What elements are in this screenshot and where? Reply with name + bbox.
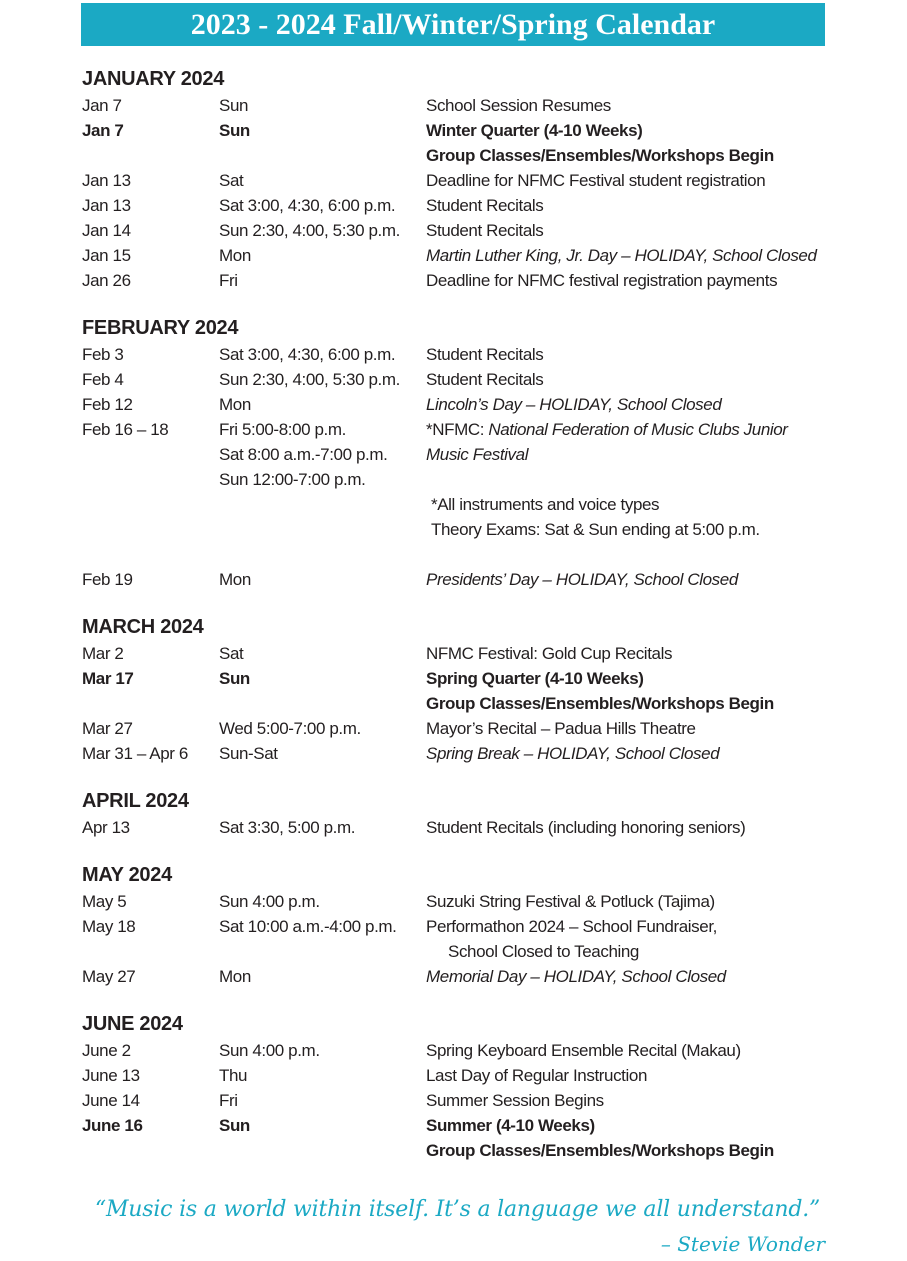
- event-date: Jan 15: [82, 246, 131, 265]
- section-may: [82, 862, 842, 989]
- event-description: School Session Resumes: [426, 96, 611, 115]
- event-description: Student Recitals: [426, 196, 544, 215]
- section-january: [82, 66, 842, 293]
- calendar-row: [82, 1038, 842, 1063]
- event-line: Winter Quarter (4-10 Weeks): [426, 121, 643, 140]
- holiday-description: Lincoln’s Day – HOLIDAY, School Closed: [426, 395, 722, 414]
- spacer-line: [426, 467, 842, 492]
- calendar-row: [82, 93, 842, 118]
- time-line: Sat 8:00 a.m.-7:00 p.m.: [219, 445, 388, 464]
- event-date: Feb 3: [82, 345, 124, 364]
- event-time: Sat 3:00, 4:30, 6:00 p.m.: [219, 196, 396, 215]
- holiday-description: Spring Break – HOLIDAY, School Closed: [426, 744, 720, 763]
- event-date: Mar 27: [82, 719, 133, 738]
- event-time: Mon: [219, 246, 251, 265]
- section-march: [82, 614, 842, 766]
- calendar-row: [82, 268, 842, 293]
- holiday-description: Martin Luther King, Jr. Day – HOLIDAY, School Closed: [426, 246, 817, 265]
- quote-author: – Stevie Wonder: [660, 1232, 825, 1256]
- event-line: Summer (4-10 Weeks): [426, 1116, 595, 1135]
- section-title: FEBRUARY 2024: [82, 317, 239, 339]
- event-description: NFMC Festival: Gold Cup Recitals: [426, 644, 673, 663]
- section-title: MAY 2024: [82, 864, 172, 886]
- event-description: Deadline for NFMC Festival student registration: [426, 171, 766, 190]
- event-time: Mon: [219, 570, 251, 589]
- calendar-row: [82, 243, 842, 268]
- event-date: Mar 31 – Apr 6: [82, 744, 188, 763]
- event-description: [426, 914, 842, 964]
- event-date: Jan 7: [82, 96, 122, 115]
- event-description: Student Recitals: [426, 370, 544, 389]
- section-title: MARCH 2024: [82, 616, 204, 638]
- event-line: School Closed to Teaching: [448, 942, 639, 961]
- calendar-row: [82, 815, 842, 840]
- calendar-row: [82, 218, 842, 243]
- calendar-row: [82, 914, 842, 964]
- section-title: JUNE 2024: [82, 1013, 183, 1035]
- event-date: May 27: [82, 967, 136, 986]
- event-date: Jan 7: [82, 121, 124, 140]
- quote-text: “Music is a world within itself. It’s a language we all understand.”: [94, 1197, 821, 1222]
- event-line: Group Classes/Ensembles/Workshops Begin: [426, 694, 774, 713]
- event-time: Mon: [219, 967, 251, 986]
- event-description: Suzuki String Festival & Potluck (Tajima): [426, 892, 715, 911]
- event-date: Feb 4: [82, 370, 124, 389]
- event-time: Sun 2:30, 4:00, 5:30 p.m.: [219, 221, 400, 240]
- event-description: Summer Session Begins: [426, 1091, 604, 1110]
- event-time: Sun: [219, 1116, 250, 1135]
- event-time: Sun 2:30, 4:00, 5:30 p.m.: [219, 370, 400, 389]
- calendar-row: [82, 367, 842, 392]
- event-time: Sun 4:00 p.m.: [219, 1041, 320, 1060]
- event-date: May 18: [82, 917, 136, 936]
- holiday-description: Memorial Day – HOLIDAY, School Closed: [426, 967, 726, 986]
- event-times: [219, 417, 426, 492]
- event-description: Student Recitals: [426, 221, 544, 240]
- festival-note: Theory Exams: Sat & Sun ending at 5:00 p.m.: [431, 520, 760, 539]
- event-date: June 13: [82, 1066, 140, 1085]
- event-prefix: *NFMC:: [426, 420, 489, 439]
- calendar-row: [82, 193, 842, 218]
- event-description: [426, 417, 842, 542]
- event-date: Jan 13: [82, 171, 131, 190]
- event-date: Jan 13: [82, 196, 131, 215]
- event-time: Sun: [219, 121, 250, 140]
- event-date: Jan 14: [82, 221, 131, 240]
- event-date: Mar 17: [82, 669, 134, 688]
- event-description: Last Day of Regular Instruction: [426, 1066, 647, 1085]
- event-line: [426, 417, 842, 442]
- calendar-row-highlight: [82, 1113, 842, 1163]
- section-title: JANUARY 2024: [82, 68, 225, 90]
- calendar-row: [82, 641, 842, 666]
- event-time: Sat: [219, 171, 244, 190]
- event-date: June 16: [82, 1116, 143, 1135]
- event-date: Feb 12: [82, 395, 133, 414]
- time-line: Fri 5:00-8:00 p.m.: [219, 420, 346, 439]
- event-time: Sat: [219, 644, 244, 663]
- calendar-row-highlight: [82, 118, 842, 168]
- event-time: Sat 3:00, 4:30, 6:00 p.m.: [219, 345, 396, 364]
- event-time: Mon: [219, 395, 251, 414]
- festival-note: *All instruments and voice types: [431, 495, 660, 514]
- event-description: [426, 1113, 842, 1163]
- event-italic-text: National Federation of Music Clubs Junior: [488, 420, 788, 439]
- event-time: Sun-Sat: [219, 744, 278, 763]
- event-time: Sun: [219, 96, 249, 115]
- calendar-row: [82, 567, 842, 592]
- calendar-body: [82, 66, 842, 1163]
- calendar-row: [82, 1088, 842, 1113]
- event-time: Wed 5:00-7:00 p.m.: [219, 719, 361, 738]
- event-date: June 14: [82, 1091, 140, 1110]
- event-line: Group Classes/Ensembles/Workshops Begin: [426, 1141, 774, 1160]
- section-june: [82, 1011, 842, 1163]
- event-time: Sun 4:00 p.m.: [219, 892, 320, 911]
- event-description: Student Recitals: [426, 345, 544, 364]
- event-date: Jan 26: [82, 271, 131, 290]
- time-line: Sun 12:00-7:00 p.m.: [219, 470, 366, 489]
- event-time: Thu: [219, 1066, 248, 1085]
- event-description: Spring Keyboard Ensemble Recital (Makau): [426, 1041, 741, 1060]
- event-line: Spring Quarter (4-10 Weeks): [426, 669, 644, 688]
- calendar-row: [82, 741, 842, 766]
- calendar-row: [82, 1063, 842, 1088]
- event-date: Apr 13: [82, 818, 130, 837]
- calendar-title: 2023 - 2024 Fall/Winter/Spring Calendar: [81, 3, 825, 46]
- event-time: Fri: [219, 1091, 238, 1110]
- calendar-row-festival: [82, 417, 842, 542]
- section-title: APRIL 2024: [82, 790, 189, 812]
- holiday-description: Presidents’ Day – HOLIDAY, School Closed: [426, 570, 738, 589]
- section-february: [82, 315, 842, 592]
- section-april: [82, 788, 842, 840]
- event-description: Student Recitals (including honoring seniors): [426, 818, 746, 837]
- event-time: Sun: [219, 669, 250, 688]
- event-line: Music Festival: [426, 445, 529, 464]
- event-description: [426, 118, 842, 168]
- event-line: Group Classes/Ensembles/Workshops Begin: [426, 146, 774, 165]
- calendar-row: [82, 342, 842, 367]
- calendar-row: [82, 889, 842, 914]
- calendar-row: [82, 964, 842, 989]
- calendar-row: [82, 168, 842, 193]
- event-time: Sat 3:30, 5:00 p.m.: [219, 818, 356, 837]
- event-time: Sat 10:00 a.m.-4:00 p.m.: [219, 917, 397, 936]
- calendar-row: [82, 392, 842, 417]
- event-date: Mar 2: [82, 644, 124, 663]
- event-date: June 2: [82, 1041, 131, 1060]
- event-description: Deadline for NFMC festival registration payments: [426, 271, 778, 290]
- event-line: Performathon 2024 – School Fundraiser,: [426, 917, 717, 936]
- event-description: [426, 666, 842, 716]
- event-description: Mayor’s Recital – Padua Hills Theatre: [426, 719, 696, 738]
- event-date: Feb 16 – 18: [82, 420, 169, 439]
- event-time: Fri: [219, 271, 238, 290]
- event-date: May 5: [82, 892, 127, 911]
- event-date: Feb 19: [82, 570, 133, 589]
- calendar-row: [82, 716, 842, 741]
- calendar-row-highlight: [82, 666, 842, 716]
